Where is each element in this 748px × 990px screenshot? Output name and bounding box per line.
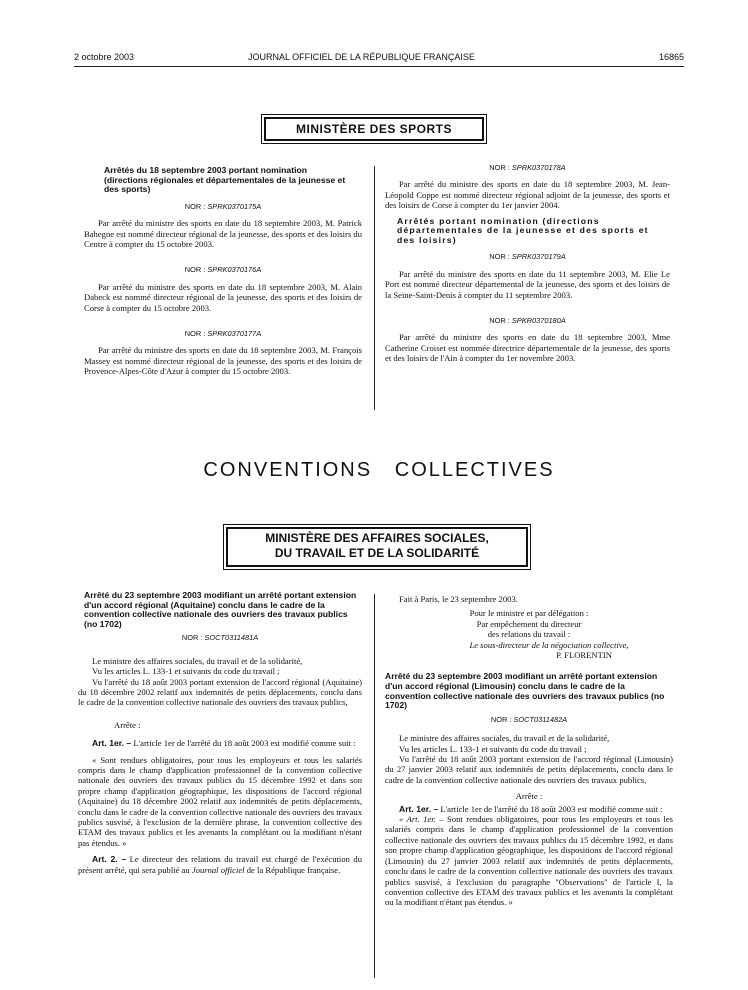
column-divider [374, 166, 375, 410]
conventions-collectives-heading: CONVENTIONS COLLECTIVES [203, 459, 555, 481]
nor-reference: NOR : SPRK0370177A [184, 329, 262, 339]
article-1-quote: « Art. 1er. – Sont rendues obligatoires, pour tous les employeurs et tous les salariés compris dans le champ d'application professionnel de la convention collective nationale des ouvriers des travaux publics du 15 décembre 1992, et dans son propre champ d'application géographique, les dispositions de l'accord régional (Limousin) du 27 janvier 2003 relatif aux indemnités de petits déplacements, conclu dans le cadre de la convention collective nationale des ouvriers des travaux publics susvisé, à l'exclusion du paragraphe "Observations" de l'article I, la convention collective des ETAM des travaux publics et les avenants la complétant ou la modifiant n'étant pas étendus. » [385, 814, 674, 908]
decree-paragraph: Par arrêté du ministre des sports en date du 11 septembre 2003, M. Elie Le Port est nommé directeur départemental de la jeunesse, des sports et des loisirs de la Seine-Saint-Denis à compter du 11 septembre 2003. [385, 268, 670, 300]
convention-left-title: Arrêté du 23 septembre 2003 modifiant un arrêté portant extension d'un accord régional (Aquitaine) conclu dans le cadre de la convention collective nationale des ouvriers des travaux publics (no 1702) [84, 590, 357, 629]
ministry-sports-title: MINISTÈRE DES SPORTS [295, 122, 453, 136]
sports-right-section-title: Arrêtés portant nomination (directions départementales de la jeunesse et des sports et des loisirs) [397, 215, 649, 245]
sports-left-column [84, 166, 362, 377]
article-2: Art. 2. – Le directeur des relations du travail est chargé de l'exécution du présent arrêté, qui sera publié au Journal officiel de la République française. [78, 854, 362, 875]
signature-line: Par empêchement du directeur [476, 618, 582, 629]
decree-paragraph: Par arrêté du ministre des sports en date du 18 septembre 2003, M. Alain Dabeck est nommé directeur régional de la jeunesse, des sports et des loisirs de Corse à compter du 15 octobre 2003. [84, 281, 362, 313]
ministry-social-line-2: DU TRAVAIL ET DE LA SOLIDARITÉ [274, 546, 480, 560]
preamble-vu-articles: Vu les articles L. 133-1 et suivants du code du travail ; [92, 666, 280, 677]
nor-reference: NOR : SOCT0311481A [181, 633, 259, 643]
decree-paragraph: Par arrêté du ministre des sports en date du 18 septembre 2003, M. Jean-Léopold Coppe est nommé directeur régional adjoint de la jeunesse, des sports et des loisirs de Corse à compter du 1er janvier 2004. [385, 179, 670, 211]
preamble-vu-articles: Vu les articles L. 133-1 et suivants du code du travail ; [399, 743, 587, 754]
ministry-social-affairs-box [226, 527, 528, 567]
arrete-label: Arrête : [114, 719, 141, 730]
column-divider [374, 594, 375, 978]
nor-reference: NOR : SPRK0370179A [489, 252, 566, 262]
nor-reference: NOR : SPRK0370178A [489, 163, 566, 172]
preamble-ministre: Le ministre des affaires sociales, du travail et de la solidarité, [92, 655, 303, 666]
preamble-vu-arrete: Vu l'arrêté du 18 août 2003 portant extension de l'accord régional (Limousin) du 27 janvier 2003 relatif aux indemnités de petits déplacements, conclu dans le cadre de la convention collective nationale des ouvriers des travaux publics, [385, 754, 673, 785]
decree-paragraph: Par arrêté du ministre des sports en date du 18 septembre 2003, M. Patrick Bahegne est nommé directeur régional de la jeunesse, des sports et des loisirs du Centre à compter du 15 octobre 2003. [84, 218, 362, 249]
arrete-label: Arrête : [515, 791, 543, 802]
header-page-number: 16865 [658, 52, 684, 62]
sports-right-column [385, 163, 670, 364]
header-date: 2 octobre 2003 [74, 52, 135, 62]
convention-right-title: Arrêté du 23 septembre 2003 modifiant un arrêté portant extension d'un accord régional (Limousin) conclu dans le cadre de la convention collective nationale des ouvriers des travaux publics (no 1702) [385, 671, 665, 711]
signature-line: Le sous-directeur de la négociation collective, [469, 639, 629, 650]
signature-line: des relations du travail : [487, 629, 571, 640]
nor-reference: NOR : SPRK0370175A [184, 201, 262, 211]
quote-article-label: « Art. 1er. – [399, 814, 444, 825]
article-1-label: Art. 1er. – [399, 803, 439, 814]
article-1-quote: « Sont rendues obligatoires, pour tous les employeurs et tous les salariés compris dans le champ d'application professionnel de la convention collective nationale des ouvriers des travaux publics du 15 décembre 1992 et dans son propre champ d'application géographique, les dispositions de l'accord régional (Aquitaine) du 18 décembre 2002 relatif aux indemnités de petits déplacements, conclu dans le cadre de la convention collective nationale des ouvriers des travaux publics susvisé, à l'exclusion de la dernière phrase, la convention collective des ETAM des travaux publics et les avenants la complétant ou la modifiant n'étant pas étendus. » [78, 754, 362, 848]
signatory-name: P. FLORENTIN [556, 650, 612, 661]
preamble-ministre: Le ministre des affaires sociales, du travail et de la solidarité, [399, 733, 610, 744]
ministry-social-line-1: MINISTÈRE DES AFFAIRES SOCIALES, [265, 531, 489, 545]
running-header [74, 52, 684, 67]
signature-date: Fait à Paris, le 23 septembre 2003. [399, 594, 518, 604]
signature-line: Pour le ministre et par délégation : [469, 608, 589, 619]
nor-reference: NOR : SPKR0370180A [489, 316, 566, 326]
article-1: Art. 1er. – L'article 1er de l'arrêté du 18 août 2003 est modifié comme suit : [92, 738, 356, 749]
ministry-sports-box [264, 117, 484, 141]
nor-reference: NOR : SOCT0311482A [490, 714, 568, 724]
nor-reference: NOR : SPRK0370176A [184, 265, 262, 275]
conventions-right-column [385, 594, 673, 908]
header-journal-title: JOURNAL OFFICIEL DE LA RÉPUBLIQUE FRANÇAISE [248, 52, 475, 62]
article-1-label: Art. 1er. – [92, 738, 132, 749]
article-1: Art. 1er. – L'article 1er de l'arrêté du 18 août 2003 est modifié comme suit : [399, 803, 663, 814]
preamble-vu-arrete: Vu l'arrêté du 18 août 2003 portant extension de l'accord régional (Aquitaine) du 18 décembre 2002 relatif aux indemnités de petits déplacements, conclu dans le cadre de la convention collective nationale des ouvriers des travaux publics, [78, 676, 362, 708]
decree-paragraph: Par arrêté du ministre des sports en date du 18 septembre 2003, Mme Catherine Croiset est nommée directrice départementale de la jeunesse, des sports et des loisirs de l'Ain à compter du 1er novembre 2003. [385, 332, 670, 364]
conventions-left-column [78, 591, 362, 875]
sports-left-section-title: Arrêtés du 18 septembre 2003 portant nomination (directions régionales et départementales de la jeunesse et des sports) [104, 165, 346, 195]
decree-paragraph: Par arrêté du ministre des sports en date du 18 septembre 2003, M. François Massey est nommé directeur régional de la jeunesse, des sports et des loisirs de Provence-Alpes-Côte d'Azur à compter du 15 octobre 2003. [84, 345, 362, 377]
article-2-label: Art. 2. – [92, 854, 127, 865]
